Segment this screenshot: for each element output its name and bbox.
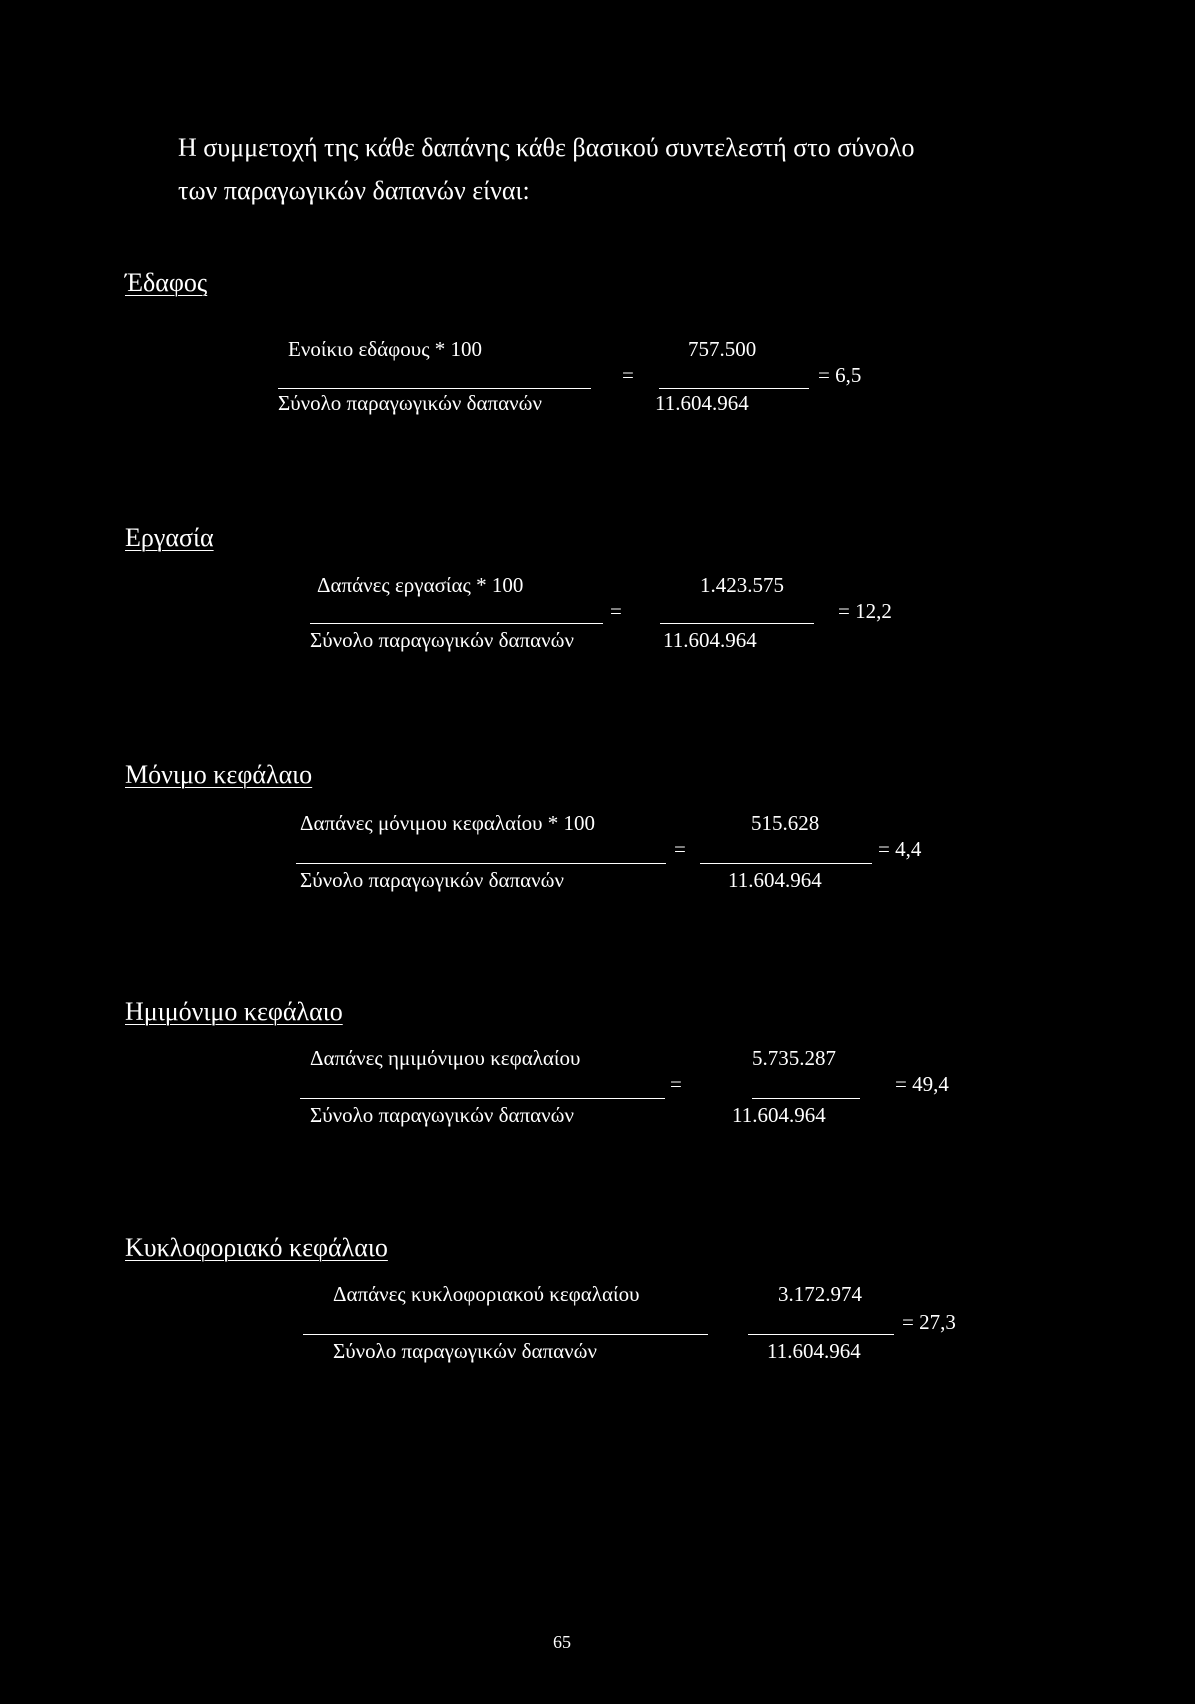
result-value: = 49,4 [895,1072,949,1096]
numerator-label: Δαπάνες μόνιμου κεφαλαίου * 100 [300,811,596,835]
fraction-line [303,1334,708,1335]
section-heading: Μόνιμο κεφάλαιο [125,760,313,789]
numerator-value: 5.735.287 [752,1046,836,1070]
fraction-line [296,863,666,864]
equals-sign: = [610,599,622,623]
denominator-value: 11.604.964 [728,868,822,892]
equals-sign: = [670,1072,682,1096]
denominator-value: 11.604.964 [732,1103,826,1127]
fraction-line [310,623,603,624]
fraction-line [300,1098,665,1099]
fraction-line [752,1098,860,1099]
numerator-label: Δαπάνες εργασίας * 100 [317,573,524,597]
fraction-line [660,623,814,624]
denominator-label: Σύνολο παραγωγικών δαπανών [310,628,574,652]
denominator-label: Σύνολο παραγωγικών δαπανών [310,1103,574,1127]
denominator-value: 11.604.964 [663,628,757,652]
numerator-value: 515.628 [751,811,820,835]
equals-sign: = [622,363,634,387]
result-value: = 27,3 [902,1310,956,1334]
page-number: 65 [553,1632,571,1652]
numerator-value: 757.500 [688,337,757,361]
denominator-label: Σύνολο παραγωγικών δαπανών [333,1339,597,1363]
numerator-label: Ενοίκιο εδάφους * 100 [288,337,483,361]
section-heading: Κυκλοφοριακό κεφάλαιο [125,1233,388,1262]
intro-line-1: Η συμμετοχή της κάθε δαπάνης κάθε βασικού συντελεστή στο σύνολο [178,133,915,162]
section-heading: Έδαφος [125,268,208,297]
result-value: = 4,4 [878,837,922,861]
fraction-line [748,1334,894,1335]
denominator-value: 11.604.964 [767,1339,861,1363]
equals-sign: = [674,837,686,861]
result-value: = 12,2 [838,599,892,623]
numerator-label: Δαπάνες κυκλοφοριακού κεφαλαίου [333,1282,640,1306]
denominator-label: Σύνολο παραγωγικών δαπανών [300,868,564,892]
numerator-label: Δαπάνες ημιμόνιμου κεφαλαίου [310,1046,581,1070]
numerator-value: 3.172.974 [778,1282,862,1306]
intro-line-2: των παραγωγικών δαπανών είναι: [178,176,530,205]
section-heading: Ημιμόνιμο κεφάλαιο [125,997,343,1026]
denominator-label: Σύνολο παραγωγικών δαπανών [278,391,542,415]
numerator-value: 1.423.575 [700,573,784,597]
fraction-line [700,863,872,864]
section-heading: Εργασία [125,523,214,552]
denominator-value: 11.604.964 [655,391,749,415]
result-value: = 6,5 [818,363,862,387]
fraction-line [278,388,591,389]
fraction-line [659,388,809,389]
